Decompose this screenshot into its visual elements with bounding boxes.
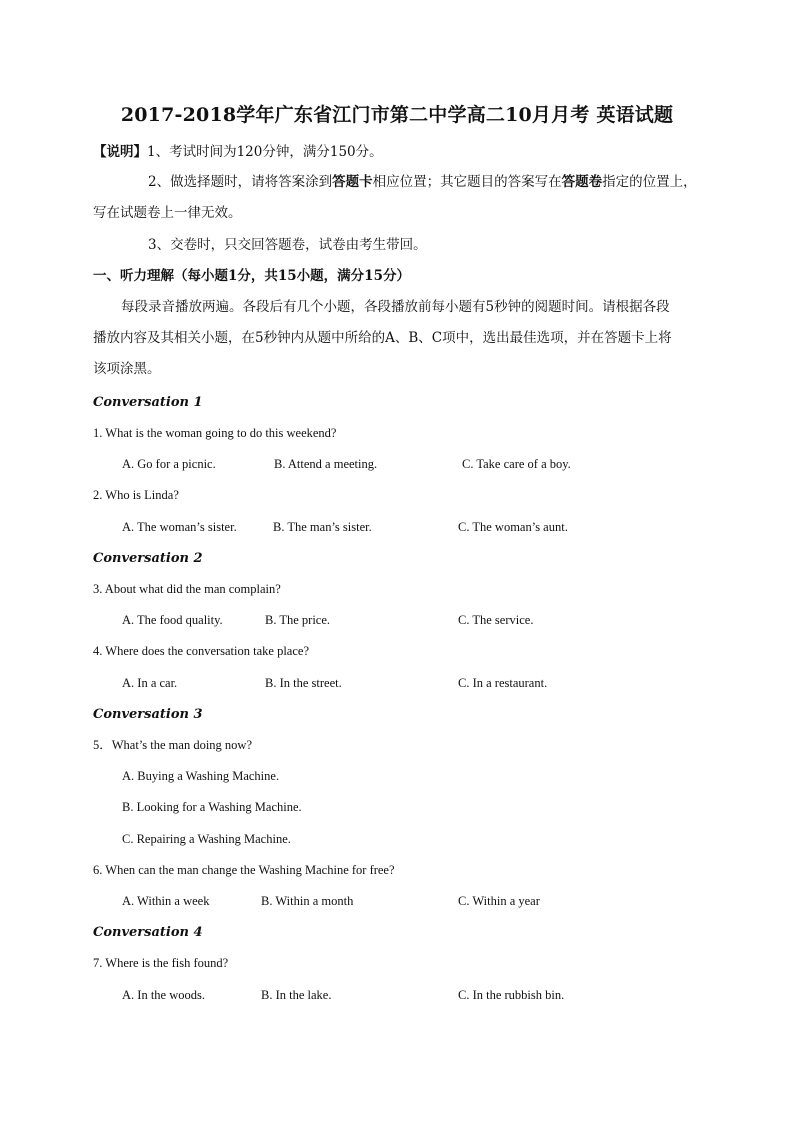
- note-2-line2: 写在试题卷上一律无效。: [93, 205, 242, 221]
- option-b: B. Attend a meeting.: [274, 457, 378, 471]
- question-stem: 6. When can the man change the Washing Machine for free?: [93, 863, 395, 877]
- note-3: 3、交卷时，只交回答题卷，试卷由考生带回。: [148, 237, 427, 253]
- option-c: C. Within a year: [458, 894, 540, 908]
- conversation-label: Conversation 2: [93, 551, 203, 566]
- option-a: A. Go for a picnic.: [122, 457, 216, 471]
- question-stem: 2. Who is Linda?: [93, 488, 179, 502]
- note-2-part-a: 2、做选择题时，请将答案涂到: [148, 174, 333, 190]
- option-a: A. The woman’s sister.: [122, 520, 237, 534]
- note-2-answer-card: 答题卡: [332, 174, 373, 190]
- option-a: A. Buying a Washing Machine.: [122, 769, 280, 783]
- instruction-line-1: 每段录音播放两遍。各段后有几个小题，各段播放前每小题有5秒钟的阅题时间。请根据各段: [121, 299, 670, 315]
- conversation-label: Conversation 3: [93, 707, 203, 722]
- option-c: C. The service.: [458, 613, 534, 627]
- option-c: C. Take care of a boy.: [462, 457, 571, 471]
- note-2-answer-sheet: 答题卷: [561, 174, 603, 190]
- question-stem: 1. What is the woman going to do this weekend?: [93, 426, 337, 440]
- option-c: C. Repairing a Washing Machine.: [122, 832, 291, 846]
- option-c: C. The woman’s aunt.: [458, 520, 568, 534]
- option-b: B. Looking for a Washing Machine.: [122, 800, 302, 814]
- instruction-line-3: 该项涂黑。: [93, 361, 161, 377]
- question-stem: 5．What’s the man doing now?: [93, 738, 252, 752]
- option-a: A. In the woods.: [122, 988, 205, 1002]
- conversation-label: Conversation 1: [93, 395, 203, 410]
- section-heading: 一、听力理解（每小题1分，共15小题，满分15分）: [93, 268, 410, 284]
- option-a: A. In a car.: [122, 676, 178, 690]
- option-b: B. The price.: [265, 613, 331, 627]
- option-c: C. In a restaurant.: [458, 676, 548, 690]
- question-stem: 4. Where does the conversation take place?: [93, 644, 309, 658]
- question-stem: 3. About what did the man complain?: [93, 582, 281, 596]
- note-2: [148, 176, 697, 190]
- note-1-text: 1、考试时间为120分钟，满分150分。: [147, 144, 383, 160]
- note-1: [93, 146, 383, 160]
- option-b: B. Within a month: [261, 894, 354, 908]
- option-b: B. In the lake.: [261, 988, 332, 1002]
- option-b: B. The man’s sister.: [273, 520, 372, 534]
- option-c: C. In the rubbish bin.: [458, 988, 565, 1002]
- note-2-part-c: 相应位置；其它题目的答案写在: [372, 174, 562, 190]
- note-2-part-e: 指定的位置上，: [602, 174, 697, 190]
- note-label: 【说明】: [93, 144, 147, 160]
- instruction-line-2: 播放内容及其相关小题，在5秒钟内从题中所给的A、B、C项中，选出最佳选项，并在答题卡上将: [93, 330, 672, 346]
- question-stem: 7. Where is the fish found?: [93, 956, 229, 970]
- page-title: 2017-2018学年广东省江门市第二中学高二10月月考 英语试题: [120, 104, 674, 126]
- option-b: B. In the street.: [265, 676, 342, 690]
- option-a: A. Within a week: [122, 894, 210, 908]
- conversation-label: Conversation 4: [93, 925, 203, 940]
- option-a: A. The food quality.: [122, 613, 223, 627]
